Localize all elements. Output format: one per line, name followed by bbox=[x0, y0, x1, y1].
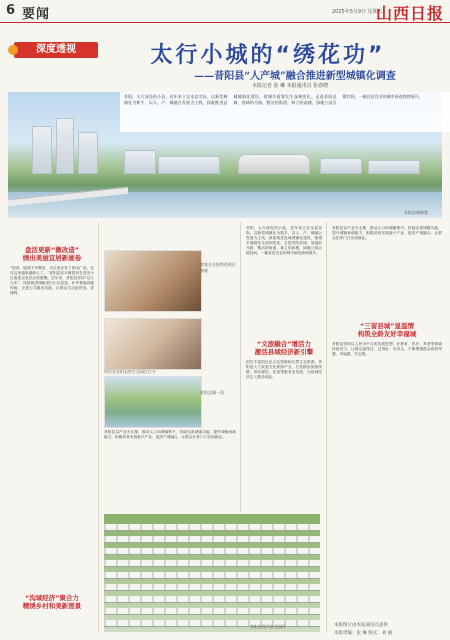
article-text-col4a: 昔阳县以产业为支撑，推动人口向城镇集中，持续完善城镇功能，提升城镇承载能力，积极培育发展新兴产业，促进产城融合，让群众在家门口实现就业。 bbox=[332, 226, 442, 241]
issue-date: 2025年5月9日 星期五 bbox=[332, 9, 383, 15]
subheadline: ——昔阳县“人产城”融合推进新型城镇化调查 bbox=[194, 71, 396, 82]
article-text-col2: 昔阳县以产业为支撑，推动人口向城镇集中，持续完善城镇功能，提升城镇承载能力，积极培育发展新兴产业，促进产城融合，让群众在家门口实现就业。 bbox=[104, 430, 236, 440]
article-text-col3a: 昔阳，太行深处的小县，近年来立足本县实际，以新型城镇化为抓手，以人、产、城融合发展为主线，探索推进县城城镇化建设，使城乡面貌发生深刻变化。走进昔阳县城，宽阔的马路、整洁的街道、林立的高楼，绿地公园点缀其间，一幅宜居宜业的城市画卷徐徐展开。 bbox=[246, 226, 322, 256]
people-photo-caption: 村民在昔阳县的生态园区打卡 bbox=[104, 369, 156, 374]
newspaper-logo: 山西日报 bbox=[375, 4, 444, 23]
greenhouse-photo bbox=[104, 514, 320, 632]
lead-paragraph: 昔阳，太行深处的小县，近年来立足本县实际，以新型城镇化为抓手，以人、产、城融合发展为主线，探索推进县城城镇化建设，使城乡面貌发生深刻变化。走进昔阳县城，宽阔的马路、整洁的街道、林立的高楼，绿地公园点缀其间，一幅宜居宜业的城市画卷徐徐展开。 bbox=[120, 92, 450, 132]
street-photo bbox=[104, 250, 202, 312]
people-photo bbox=[104, 318, 202, 370]
subtitle-county-life: “三留县城”显温情 构筑全龄友好幸福城 bbox=[357, 322, 417, 338]
article-text-col3b: 依托丰富的红色文化资源和自然生态资源，昔阳县大力发展文化旅游产业，打造精品旅游线路，带动餐饮、住宿等服务业发展，为县域经济注入强劲动能。 bbox=[246, 360, 322, 380]
headline: 太行小城的“绣花功” bbox=[150, 43, 386, 68]
greenhouse-caption: 昔阳县现代农业园区 bbox=[250, 624, 286, 629]
article-text-col4b: 昔阳县坚持以人民为中心的发展思想，在教育、医疗、养老等领域持续发力，让群众留得住、过得好、有奔头，不断增强群众的获得感、幸福感、安全感。 bbox=[332, 342, 442, 357]
divider bbox=[98, 222, 99, 632]
divider bbox=[240, 222, 241, 512]
subtitle-valley-economy: “沟域经济”聚合力 精绣乡村和美新图景 bbox=[22, 594, 82, 610]
editor-credit: 本版责编：张 琳 版式：刘 丽 bbox=[334, 631, 393, 636]
page-number: 6 bbox=[6, 3, 16, 18]
section-tag: 深度透视 bbox=[14, 42, 98, 58]
byline: 本报记者 张 琳 本报通讯员 张春晓 bbox=[251, 83, 329, 89]
photo-credit: 本版图片由本报通讯员提供 bbox=[334, 623, 388, 628]
street-photo-caption: 游客在昔阳特色街区参观 bbox=[200, 262, 236, 273]
lake-photo bbox=[104, 376, 202, 428]
section-title: 要闻 bbox=[22, 7, 51, 22]
lake-photo-caption: 昔阳县城一角 bbox=[200, 390, 224, 395]
subtitle-culture-tourism: “文旅融合”增活力 激活县域经济新引擎 bbox=[254, 340, 314, 356]
subtitle-renovation: 盘活更新“微改造” 绣出美丽宜居新画卷 bbox=[22, 246, 82, 262]
masthead bbox=[0, 0, 450, 23]
article-text-left: “屋顶、墙面干净整洁，小区里还有了休闲广场，住在这里越来越舒心了。”昔阳县乐平镇居民在老旧小区改造完成后由衷感慨。近年来，昔阳县坚持“以人为本”，持续推进城镇老旧小区改造，补齐基础设施短板，完善公共服务功能，让群众生活更舒适、更便利。 bbox=[10, 266, 94, 296]
main-photo-caption: 昔阳县城新貌 bbox=[404, 210, 428, 215]
divider bbox=[326, 222, 327, 632]
